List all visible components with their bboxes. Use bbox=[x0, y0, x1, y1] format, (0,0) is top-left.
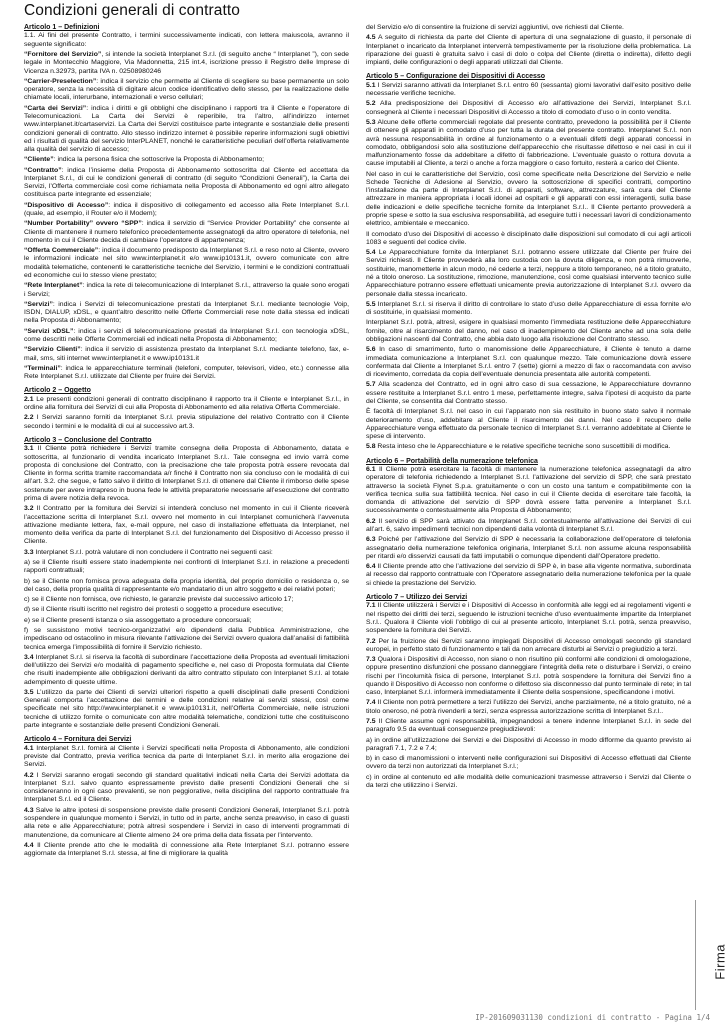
clause-term: “Dispositivo di Accesso” bbox=[24, 201, 109, 209]
clause-text: A seguito di richiesta da parte del Cliente di apertura di una segnalazione di guasto, il personale di Interplanet o incaricato da Interplanet interverrà tempestivamente per la risoluzione della problematica. La riparazione dei guasti è gratuita salvo i casi di dolo o colpa del Cliente (diretta o indiretta), difetto degli impianti, delle configurazioni o degli apparati utilizzati dal Cliente. bbox=[366, 34, 691, 67]
clause-paragraph bbox=[24, 282, 349, 299]
clause-term: “Offerta Commerciale” bbox=[24, 247, 99, 255]
article-heading: Articolo 2 – Oggetto bbox=[24, 387, 91, 395]
article-heading: Articolo 1 – Definizioni bbox=[24, 24, 100, 31]
clause-paragraph bbox=[366, 231, 691, 248]
clause-paragraph bbox=[24, 301, 349, 326]
clause-paragraph bbox=[24, 807, 349, 840]
clause-term: 4.2 bbox=[24, 771, 34, 779]
clause-text: a) se il Cliente risulti essere stato inadempiente nei confronti di Interplanet S.r.l. in relazione a precedenti rapporti contrattuali; bbox=[24, 558, 349, 575]
clause-paragraph bbox=[366, 381, 691, 406]
clause-text: c) se il Cliente non fornisca, ove richiesto, le garanzie previste dal successivo articolo 17; bbox=[24, 596, 294, 604]
clause-text: : indica il servizio che permette al Cliente di scegliere su base permanente un solo operatore, senza la necessità di digitare alcun codice identificativo dello stesso, per la realizzazione delle chiamate locali, interurbane, internazionali e verso cellulari; bbox=[24, 77, 349, 102]
clause-paragraph bbox=[24, 365, 349, 382]
clause-paragraph bbox=[24, 220, 349, 245]
clause-term: 3.1 bbox=[24, 445, 34, 453]
right-column bbox=[366, 24, 691, 1009]
clause-text: : indica il servizio di assistenza prestato da Interplanet S.r.l. mediante telefono, fax, e-mail, sms, siti internet www.interplanet.it e www.ip10131.it bbox=[24, 346, 349, 362]
clause-paragraph bbox=[24, 414, 349, 431]
clause-paragraph bbox=[24, 445, 349, 503]
clause-term: “Number Portability” ovvero “SPP” bbox=[24, 220, 142, 228]
clause-text: : indica il dispositivo di collegamento ed accesso alla Rete Interplanet S.r.l. (quale, ad esempio, il Router e/o il Modem); bbox=[24, 201, 349, 218]
clause-text: : indica i Servizi di telecomunicazione prestati da Interplanet S.r.l. mediante tecnologie Voip, ISDN, DIALUP, xDSL, e quant’altro descritto nelle Offerte Commerciali rese note dalla stessa ed indicati nella Proposta di Abbonamento; bbox=[24, 300, 349, 325]
clause-paragraph bbox=[24, 745, 349, 770]
clause-term: 6.1 bbox=[366, 466, 376, 474]
clause-term: 6.4 bbox=[366, 563, 376, 571]
clause-paragraph bbox=[24, 51, 349, 76]
clause-term: 7.4 bbox=[366, 699, 376, 707]
clause-text: Le presenti condizioni generali di contratto disciplinano il rapporto tra il Cliente e Interplanet S.r.l., in ordine alla fornitura dei Servizi di cui alla Proposta di Abbonamento ed alla relativa Offerta Commerciale. bbox=[24, 395, 349, 412]
clause-text: Interplanet S.r.l. potrà, altresì, esigere in qualsiasi momento l’immediata restituzione delle Apparecchiature fornite, oltre al risarcimento del danno, nel caso di inadempimento del Cliente anche ad una sola delle obbligazioni nascenti dal Contratto, che abbia dato luogo alla risoluzione del Contratto stesso. bbox=[366, 319, 691, 343]
clause-term: “Fornitore del Servizio” bbox=[24, 50, 102, 58]
clause-term: 5.4 bbox=[366, 249, 376, 257]
clause-text: Interplanet S.r.l. si riserva il diritto di controllare lo stato d’uso delle Apparecchiature di essa fornite e/o di sostituirle, in qualsiasi momento. bbox=[366, 300, 691, 317]
clause-term: 7.5 bbox=[366, 718, 376, 726]
clause-text: a) in ordine all’utilizzazione dei Servizi e dei Dispositivi di Accesso in modo difforme da quanto previsto ai paragrafi 7.1, 7.2 e 7.4; bbox=[366, 736, 691, 752]
clause-term: 5.3 bbox=[366, 118, 376, 126]
clause-paragraph bbox=[366, 34, 691, 67]
clause-text: Alcune delle offerte commerciali regolate dal presente contratto, prevedono la possibilità per il Cliente di ottenere gli apparati in comodato d’uso per tutta la durata del presente contratto. Interplanet S.r.l. non avrà nessuna responsabilità in ordine al funzionamento o a eventuali difetti degli apparati concessi in comodato, obbligandosi solo alla sostituzione dell’apparecchio che risultasse difettoso e nei casi in cui il malfunzionamento fosse da addebitare a difetto di fabbricazione. L’eventuale guasto o rottura dovuta a cause imputabili al Cliente, a terzi o anche a forza maggiore o caso fortuito, resterà a carico del Cliente. bbox=[366, 118, 691, 168]
clause-term: 5.8 bbox=[366, 443, 376, 451]
clause-paragraph bbox=[366, 718, 691, 735]
clause-text: : indica i servizi di telecomunicazione prestati da Interplanet S.r.l. con tecnologia xDSL, come descritti nelle Offerte Commerciali ed indicati nella Proposta di Abbonamento; bbox=[24, 327, 349, 343]
clause-term: “Servizi” bbox=[24, 300, 53, 308]
clause-term: 5.5 bbox=[366, 300, 376, 308]
clause-paragraph bbox=[24, 654, 349, 687]
clause-paragraph bbox=[366, 319, 691, 344]
clause-term: “Carrier-Preselection” bbox=[24, 77, 97, 85]
clause-paragraph bbox=[24, 505, 349, 546]
clause-paragraph bbox=[24, 328, 349, 345]
clause-paragraph bbox=[366, 249, 691, 299]
clause-term: 2.2 bbox=[24, 414, 34, 422]
clause-paragraph bbox=[366, 518, 691, 535]
clause-paragraph bbox=[366, 443, 691, 451]
article-heading: Articolo 7 – Utilizzo dei Servizi bbox=[366, 593, 468, 601]
page-title: Condizioni generali di contratto bbox=[24, 2, 241, 19]
clause-text: Interplanet S.r.l. potrà valutare di non concludere il Contratto nei seguenti casi: bbox=[33, 548, 273, 556]
clause-text: Qualora i Dispositivi di Accesso, non siano o non risultino più conformi alle condizioni di omologazione, oppure presentino disfunzioni che possano danneggiare l’integrità della rete o disturbare i Servizi, o creino rischi per l’incolumità fisica di persone, Interplanet S.r.l. potrà sospendere la fornitura dei Servizi fino a quando il Dispositivo di Accesso non conforme o difettoso sia disconnesso dal punto terminale di rete; in tal caso, Interplanet S.r.l. informerà immediatamente il Cliente della sospensione, specificandone i motivi. bbox=[366, 656, 691, 697]
clause-paragraph bbox=[24, 596, 349, 604]
clause-paragraph bbox=[366, 171, 691, 229]
clause-paragraph bbox=[24, 247, 349, 280]
clause-text: Il Cliente non potrà permettere a terzi l’utilizzo dei Servizi, anche parzialmente, né a titolo gratuito, né a titolo oneroso, né potrà rivenderli a terzi, senza espressa autorizzazione scritta di Interplanet S.r.l.. bbox=[366, 699, 691, 715]
clause-paragraph bbox=[366, 699, 691, 716]
clause-text: Il servizio di SPP sarà attivato da Interplanet S.r.l. contestualmente all’attivazione dei Servizi di cui all’art. 6, salvo impedimenti tecnici non dipendenti dalla volontà di Interplanet S.r.l. bbox=[366, 517, 691, 533]
clause-term: 5.1 bbox=[366, 81, 376, 89]
clause-term: 3.4 bbox=[24, 653, 34, 661]
clause-paragraph bbox=[24, 105, 349, 155]
clause-text: Per la fruizione dei Servizi saranno impiegati Dispositivi di Accesso omologati secondo gli standard europei, in perfetto stato di funzionamento e tali da non arrecare disturbi ai Servizi o pregiudizio a terzi. bbox=[366, 637, 691, 653]
clause-paragraph bbox=[366, 82, 691, 99]
clause-term: 3.3 bbox=[24, 548, 34, 556]
clause-term: “Terminali” bbox=[24, 364, 61, 372]
clause-paragraph bbox=[24, 627, 349, 652]
clause-text: Interplanet S.r.l. si riserva la facoltà di subordinare l’accettazione della Proposta ad eventuali limitazioni dell’utilizzo dei Servizi e/o modalità di pagamento specifiche e, nel caso di Proposta formulata dal Cliente che risulti inadempiente alle obbligazioni derivanti da altro contratto stipulato con Interplanet S.r.l. al totale adempimento di queste ultime. bbox=[24, 653, 349, 686]
clause-term: 5.7 bbox=[366, 381, 376, 389]
clause-term: 3.5 bbox=[24, 688, 34, 696]
clause-text: f) se sussistono motivi tecnico-organizzativi e/o dipendenti dalla Pubblica Amministrazione, che impediscano od ostacolino in misura rilevante l’attivazione dei Servizi ovvero qualora dall’analisi di fattibilità tecnica emerga l’impossibilità di fornire il Servizio richiesto. bbox=[24, 626, 349, 651]
clause-text: I Servizi saranno attivati da Interplanet S.r.l. entro 60 (sessanta) giorni lavorativi dall’esito positivo delle necessarie verifiche tecniche. bbox=[366, 81, 691, 98]
clause-text: Il Cliente potrà richiedere i Servizi tramite consegna della Proposta di Abbonamento, datata e sottoscritta, al funzionario di vendita incaricato Interplanet S.r.l.. Tale consegna ed invio varrà come proposta di conclusione del Contratto, con la precisazione che tale proposta potrà essere revocata dal Cliente in forma scritta tramite raccomandata a/r finché il Contratto non sia concluso con le modalità di cui all’art. 3.2. che segue, e fatto salvo il diritto di Interplanet S.r.l. di ottenere dal Cliente il rimborso delle spese sostenute per avere intrapreso in buona fede le attività preparatorie necessarie all’esecuzione del contratto prima di avere notizia della revoca. bbox=[24, 445, 349, 502]
clause-term: 5.6 bbox=[366, 346, 376, 354]
clause-paragraph bbox=[366, 100, 691, 117]
clause-text: , si intende la società Interplanet S.r.l. (di seguito anche “ Interplanet ”), con sede legale in Montecchio Maggiore, Via Madonnetta, 215 int.4, iscrizione presso il Registro delle Imprese di Vicenza n.32973, partita IVA n. 02508980246 bbox=[24, 50, 349, 75]
page-footer: IP-201609031130 condizioni di contratto - Pagina 1/4 bbox=[475, 1013, 710, 1022]
article-heading: Articolo 4 – Fornitura dei Servizi bbox=[24, 736, 132, 744]
clause-paragraph bbox=[24, 156, 349, 164]
clause-text: L’utilizzo da parte dei Clienti di servizi ulteriori rispetto a quelli disciplinati dalle presenti Condizioni Generali comporta l’accettazione dei termini e delle condizioni relative ai servizi stessi, così come specificate nel sito http://www.interplanet.it e www.ip10131.it, nell’Offerta Commerciale, nelle istruzioni tecniche di utilizzo fornite o comunicate con altre modalità telematiche, condizioni tutte che costituiscono parte integrante e sostanziale delle presenti Condizioni Generali. bbox=[24, 688, 349, 730]
clause-term: 3.2 bbox=[24, 505, 34, 513]
clause-paragraph bbox=[24, 78, 349, 103]
clause-paragraph bbox=[366, 301, 691, 318]
clause-term: 6.2 bbox=[366, 517, 376, 525]
clause-paragraph bbox=[24, 689, 349, 730]
clause-text: 1.1. Ai fini del presente Contratto, i termini successivamente indicati, con lettera maiuscola, avranno il seguente significato: bbox=[24, 32, 349, 48]
clause-text: Nel caso in cui le caratteristiche del Servizio, così come specificate nella Descrizione del Servizio e nelle Schede Tecniche di Adesione al Servizio, ovvero la sottoscrizione di specifici contratti, comportino l’installazione da parte di Interplanet S.r.l. di apparati, software, attrezzature, sarà cura del Cliente attrezzare in maniera appropriata i locali idonei ad ospitarli e gli apparati con essi interagenti, sulla base delle indicazioni e delle specifiche tecniche fornite da Interplanet S.r.l.. Il Cliente pertanto provvederà a proprie spese e sotto la sua esclusiva responsabilità, ad eseguire tutti i necessari lavori di condizionamento elettrico, ambientale e meccanico. bbox=[366, 170, 691, 228]
clause-text: : indica il documento predisposto da Interplanet S.r.l. e reso noto al Cliente, ovvero le informazioni indicate nel sito www.interplanet.it e/o www.ip10131.it, ovvero comunicate con altre modalità telematiche, contenenti le caratteristiche tecniche del Servizio, i termini e le condizioni contrattuali ed economiche cui lo stesso viene prestato; bbox=[24, 247, 349, 279]
clause-text: del Servizio e/o di consentire la fruizione di servizi aggiuntivi, ove richiesti dal Cliente. bbox=[366, 24, 624, 31]
clause-paragraph bbox=[366, 408, 691, 441]
clause-text: d) se il Cliente risulti iscritto nel registro dei protesti o soggetto a procedure esecutive; bbox=[24, 606, 284, 614]
clause-text: : indica l’insieme della Proposta di Abbonamento sottoscritta dal Cliente ed accettata da Interplanet S.r.l., di cui le condizioni generali di contratto (di seguito “Condizioni Generali”), la Carta dei Servizi, l’Offerta commerciale così come richiamata nella Proposta di Abbonamento ed ogni altro allegato costituisca parte integrante ed essenziale; bbox=[24, 166, 349, 199]
clause-text: : indica i diritti e gli obblighi che disciplinano i rapporti tra il Cliente e l’operatore di Telecomunicazioni. La Carta dei Servizi è reperibile, tra l’altro, all’indirizzo internet www.interplanet.it/cartaservizi. La Carta dei Servizi costituisce parte integrante e sostanziale delle presenti condizioni generali di contratto. Allo stesso indirizzo internet è possibile reperire informazioni sugli obiettivi ed i risultati di qualità del servizio InterPLANET, nonché le caratteristiche peculiari dell’offerta relativamente alla qualità del servizio di accesso; bbox=[24, 104, 349, 154]
clause-paragraph bbox=[366, 346, 691, 379]
clause-paragraph bbox=[366, 536, 691, 561]
left-column bbox=[24, 24, 349, 1009]
clause-text: I Servizi saranno erogati secondo gli standard qualitativi indicati nella Carta dei Servizi adottata da Interplanet S.r.l. salvo quanto espressamente previsto dalle presenti Condizioni Generali che si considereranno in ogni caso prevalenti, se non peggiorative, nella disciplina del rapporto contrattuale fra Interplanet S.r.l. ed il Cliente. bbox=[24, 771, 349, 804]
clause-text: Il Cliente prende atto che l’attivazione del servizio di SPP è, in base alla vigente normativa, subordinata al recesso dal rapporto contrattuale con l’Operatore assegnatario della numerazione telefonica per la quale si chiede la prestazione del Servizio. bbox=[366, 563, 691, 587]
clause-paragraph bbox=[24, 346, 349, 363]
clause-term: 5.2 bbox=[366, 100, 376, 108]
clause-text: : indica il servizio di “Service Provider Portability” che consente al Cliente di mantenere il numero telefonico precedentemente assegnatogli da altro operatore di telefonia, nel momento in cui il Cliente decida di cambiare l’operatore di appartenenza; bbox=[24, 220, 349, 244]
clause-text: b) in caso di manomissioni o interventi nelle configurazioni sui Dispositivi di Accesso effettuati dal Cliente ovvero da terzi non autorizzati da Interplanet S.r.l.; bbox=[366, 755, 691, 771]
clause-text: Salve le altre ipotesi di sospensione previste dalle presenti Condizioni Generali, Interplanet S.r.l. potrà sospendere in qualunque momento i Servizi, in tutto od in parte, anche senza preavviso, in caso di guasti alla rete e alle Apparecchiature; potrà altresì sospendere i Servizi in caso di interventi programmati di manutenzione, da comunicare al Cliente almeno 24 ore prima della data fissata per l’intervento. bbox=[24, 806, 349, 839]
clause-term: 2.1 bbox=[24, 395, 34, 403]
clause-paragraph bbox=[366, 638, 691, 655]
clause-term: “Contratto” bbox=[24, 166, 62, 174]
clause-paragraph bbox=[24, 606, 349, 614]
clause-paragraph bbox=[366, 602, 691, 635]
clause-text: c) in ordine al contenuto ed alle modalità delle comunicazioni trasmesse attraverso i Servizi dal Cliente o da terzi che utilizzino i Servizi. bbox=[366, 773, 691, 789]
clause-text: : indica le apparecchiature terminali (telefoni, computer, televisori, video, etc.) connesse alla Rete Interplanet S.r.l. utilizzate dal Cliente per fruire dei Servizi. bbox=[24, 364, 349, 381]
clause-text: Interplanet S.r.l. fornirà al Cliente i Servizi specificati nella Proposta di Abbonamento, alle condizioni previste dal Contratto, previa verifica tecnica da parte di Interplanet S.r.l. in merito alla erogazione dei Servizi. bbox=[24, 744, 349, 769]
clause-term: “Servizi xDSL” bbox=[24, 327, 74, 335]
clause-paragraph bbox=[24, 167, 349, 200]
clause-text: Il Contratto per la fornitura dei Servizi si intenderà concluso nel momento in cui il Cliente riceverà l’accettazione scritta di Interplanet S.r.l. ovvero nel momento in cui Interplanet comunicherà l’avvenuta attivazione mediante lettera, fax, e-mail oppure, nel caso di installazione effettuata da Interplanet, nel momento della verifica da parte di Interplanet S.r.l. del funzionamento del Dispositivo di Accesso presso il Cliente. bbox=[24, 505, 349, 546]
clause-text: Il Cliente potrà esercitare la facoltà di mantenere la numerazione telefonica assegnatagli da altro operatore di telefonia richiedendo a Interplanet S.r.l. l’attivazione del servizio di SPP, che sarà prestato attraverso la società Flynet S.p.a. gratuitamente o con un costo una tantum e compatibilmente con la verifica tecnica sulla sua fattibilità tecnica. Nel caso in cui il Cliente decida di esercitare tale facoltà, la domanda di attivazione del servizio di SPP dovrà essere fatta pervenire a Interplanet S.r.l. successivamente o contestualmente alla Proposta di Abbonamento; bbox=[366, 466, 691, 515]
article-heading: Articolo 6 – Portabilità della numerazione telefonica bbox=[366, 457, 538, 465]
clause-text: Le Apparecchiature fornite da Interplanet S.r.l. potranno essere utilizzate dal Cliente per fruire dei Servizi richiesti. Il Cliente provvederà alla loro custodia con la dovuta diligenza, e non potrà rimuoverle, sostituirle, manometterle in alcun modo, né cederle a terzi, neppure a titolo temporaneo, né a titolo gratuito, né a titolo oneroso. La sostituzione, rimozione, manutenzione, così come qualsiasi intervento tecnico sulle Apparecchiature potranno essere effettuati unicamente previa autorizzazione di Interplanet S.r.l. ovvero da personale dalla stessa incaricato. bbox=[366, 249, 691, 298]
contract-body bbox=[24, 24, 691, 1009]
clause-term: “Carta dei Servizi” bbox=[24, 104, 87, 112]
clause-text: e) se il Cliente presenti istanza o sia assoggettato a procedure concorsuali; bbox=[24, 616, 252, 624]
clause-paragraph bbox=[366, 24, 691, 32]
clause-paragraph bbox=[366, 563, 691, 588]
clause-text: Alla predisposizione dei Dispositivi di Accesso e/o all’attivazione dei Servizi, Interplanet S.r.l. consegnerà al Cliente i necessari Dispositivi di Accesso a titolo di comodato d’uso o in conto vendita. bbox=[366, 100, 691, 116]
clause-term: 7.3 bbox=[366, 656, 376, 664]
clause-term: 6.3 bbox=[366, 536, 376, 544]
clause-paragraph bbox=[24, 32, 349, 49]
signature-label: Firma bbox=[713, 944, 728, 980]
clause-paragraph bbox=[24, 842, 349, 859]
clause-paragraph bbox=[24, 559, 349, 576]
clause-text: Il Cliente assume ogni responsabilità, impegnandosi a tenere indenne Interplanet S.r.l. in sede del paragrafo 9.5 da eventuali conseguenze pregiudizievoli: bbox=[366, 718, 691, 734]
clause-text: Poiché per l’attivazione del Servizio di SPP è necessaria la collaborazione dell’operatore di telefonia assegnatario della numerazione telefonica originaria, Interplanet S.r.l. non assume alcuna responsabilità per ritardi e/o disservizi causati da fatti imputabili o comunque dipendenti dall’Operatore predetto. bbox=[366, 536, 691, 560]
clause-paragraph bbox=[366, 656, 691, 697]
clause-text: È facoltà di Interplanet S.r.l. nel caso in cui l’apparato non sia restituito in buono stato salvo il normale deterioramento d’uso, addebitare al Cliente il risarcimento dei danni. Nel caso il recupero delle Apparecchiature venga effettuato da personale tecnico di Interplanet S.r.l. verranno addebitate al Cliente le spese di intervento. bbox=[366, 408, 691, 441]
clause-term: “Servizio Clienti” bbox=[24, 346, 81, 354]
clause-text: I Servizi saranno forniti da Interplanet S.r.l. previa stipulazione del relativo Contratto con il Cliente secondo i termini e le modalità di cui al successivo art.3. bbox=[24, 414, 349, 430]
clause-paragraph bbox=[366, 466, 691, 516]
clause-text: Il Cliente utilizzerà i Servizi e i Dispositivi di Accesso in conformità alle leggi ed ai regolamenti vigenti e nel rispetto dei diritti dei terzi, seguendo le istruzioni tecniche d’uso eventualmente impartite da Interplanet S.r.l.. Qualora il Cliente violi l’obbligo di cui al presente articolo, Interplanet S.r.l. potrà, senza preavviso, sospendere la fornitura dei Servizi. bbox=[366, 602, 691, 635]
clause-term: 4.1 bbox=[24, 744, 34, 752]
clause-paragraph bbox=[24, 549, 349, 557]
clause-text: b) se il Cliente non fornisca prova adeguata della propria identità, del proprio domicilio o residenza o, se del caso, della propria qualità di rappresentante e/o mandatario di un altro soggetto e dei relativi poteri; bbox=[24, 577, 349, 593]
clause-paragraph bbox=[366, 737, 691, 754]
clause-text: Alla scadenza del Contratto, ed in ogni altro caso di sua cessazione, le Apparecchiature dovranno essere restituite a Interplanet S.r.l. entro 1 mese, perfettamente integre, salva l’ipotesi di acquisto da parte del Cliente, se consentita dal Contratto stesso. bbox=[366, 381, 691, 405]
clause-text: Resta inteso che le Apparecchiature e le relative specifiche tecniche sono suscettibili di modifica. bbox=[375, 443, 671, 451]
clause-paragraph bbox=[24, 617, 349, 625]
article-heading: Articolo 5 – Configurazione dei Dispositivi di Accesso bbox=[366, 73, 546, 81]
clause-paragraph bbox=[24, 202, 349, 219]
clause-paragraph bbox=[366, 774, 691, 791]
clause-text: Il Cliente prende atto che le modalità di connessione alla Rete Interplanet S.r.l. potranno essere aggiornate da Interplanet S.r.l. stessa, al fine di migliorare la qualità bbox=[24, 841, 349, 858]
clause-text: : indica la rete di telecomunicazione di Interplanet S.r.l., attraverso la quale sono erogati i Servizi; bbox=[24, 282, 349, 298]
clause-paragraph bbox=[366, 755, 691, 772]
clause-term: “Rete Interplanet” bbox=[24, 282, 83, 290]
clause-paragraph bbox=[24, 396, 349, 413]
clause-text: Il comodato d’uso dei Dispositivi di accesso è disciplinato dalle disposizioni sul comodato di cui agli articoli 1083 e seguenti del codice civile. bbox=[366, 230, 691, 246]
clause-term: 4.3 bbox=[24, 806, 34, 814]
clause-term: “Cliente” bbox=[24, 156, 54, 164]
clause-text: : indica la persona fisica che sottoscrive la Proposta di Abbonamento; bbox=[53, 156, 265, 164]
clause-text: In caso di smarrimento, furto o manomissione delle Apparecchiature, il Cliente è tenuto a darne immediata comunicazione a Interplanet S.r.l. con qualunque mezzo. Tale comunicazione dovrà essere confermata dal Cliente a Interplanet S.r.l. entro 7 (sette) giorni a mezzo di fax o raccomandata con avviso di ricevimento, corredata da copia dell’eventuale denuncia presentata alle autorità competenti. bbox=[366, 346, 691, 379]
signature-divider bbox=[695, 900, 696, 1010]
article-heading: Articolo 3 – Conclusione del Contratto bbox=[24, 436, 152, 444]
clause-term: 7.2 bbox=[366, 637, 376, 645]
clause-term: 7.1 bbox=[366, 602, 376, 610]
clause-term: 4.5 bbox=[366, 34, 376, 42]
clause-paragraph bbox=[24, 578, 349, 595]
clause-term: 4.4 bbox=[24, 841, 34, 849]
clause-paragraph bbox=[366, 119, 691, 169]
clause-paragraph bbox=[24, 772, 349, 805]
